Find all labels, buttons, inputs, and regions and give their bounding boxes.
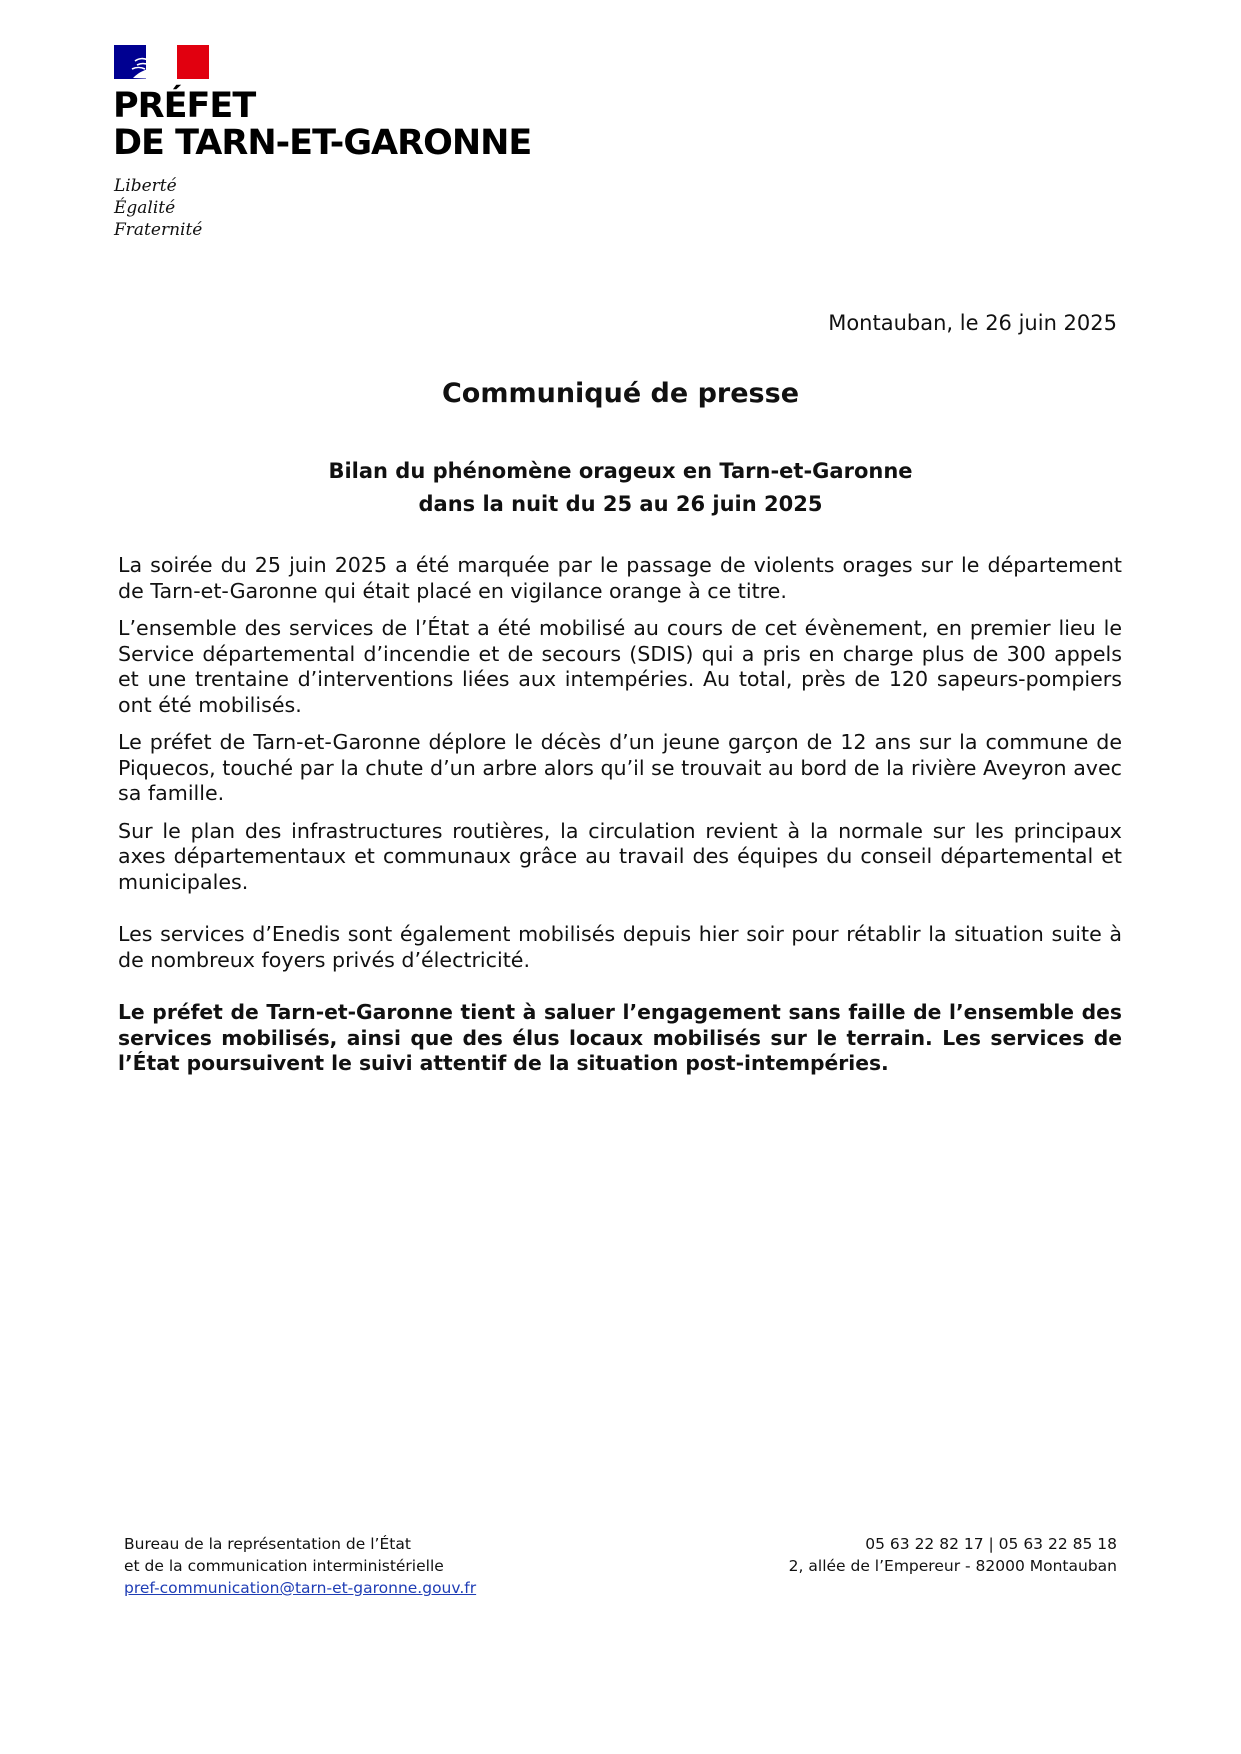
marianne-flag-logo [114, 45, 209, 79]
motto-egalite: Égalité [114, 198, 176, 218]
footer-contact-address [789, 1533, 1117, 1577]
motto-liberte: Liberté [114, 176, 177, 196]
document-title: Communiqué de presse [441, 378, 800, 409]
footer-contact-office [124, 1533, 476, 1599]
footer-office-line2: et de la communication interministérielle [124, 1557, 444, 1575]
paragraph: La soirée du 25 juin 2025 a été marquée par le passage de violents orages sur le département de Tarn-et-Garonne qui était placé en vigilance orange à ce titre. [118, 553, 1122, 603]
paragraph: Le préfet de Tarn-et-Garonne déplore le décès d’un jeune garçon de 12 ans sur la commune de Piquecos, touché par la chute d’un arbre alors qu’il se trouvait au bord de la rivière Aveyron avec sa famille. [118, 730, 1122, 805]
prefecture-title-line1: PRÉFET [113, 86, 256, 126]
prefecture-title-line2: DE TARN-ET-GARONNE [113, 123, 532, 163]
document-subtitle [0, 455, 1241, 521]
paragraph: Sur le plan des infrastructures routières, la circulation revient à la normale sur les principaux axes départementaux et communaux grâce au travail des équipes du conseil départemental et municipales. [118, 818, 1122, 894]
footer-office-line1: Bureau de la représentation de l’État [124, 1535, 411, 1553]
footer-address: 2, allée de l’Empereur - 82000 Montauban [788, 1557, 1117, 1575]
prefecture-title [113, 88, 531, 162]
subtitle-line1: Bilan du phénomène orageux en Tarn-et-Garonne [328, 459, 913, 483]
press-release-body [118, 553, 1122, 1089]
paragraph: Les services d’Enedis sont également mobilisés depuis hier soir pour rétablir la situation suite à de nombreux foyers privés d’électricité. [118, 922, 1122, 972]
republic-motto [114, 175, 202, 241]
closing-statement: Le préfet de Tarn-et-Garonne tient à saluer l’engagement sans faille de l’ensemble des services mobilisés, ainsi que des élus locaux mobilisés sur le terrain. Les services de l’État poursuivent le suivi attentif de la situation post-intempéries. [118, 1000, 1122, 1075]
motto-fraternite: Fraternité [114, 220, 203, 240]
footer-phones: 05 63 22 82 17 | 05 63 22 85 18 [865, 1535, 1117, 1553]
date-line: Montauban, le 26 juin 2025 [828, 311, 1117, 335]
footer-email-link[interactable]: pref-communication@tarn-et-garonne.gouv.fr [124, 1579, 477, 1597]
paragraph: L’ensemble des services de l’État a été mobilisé au cours de cet évènement, en premier lieu le Service départemental d’incendie et de secours (SDIS) qui a pris en charge plus de 300 appels et une trentaine d’interventions liées aux intempéries. Au total, près de 120 sapeurs-pompiers ont été mobilisés. [118, 616, 1122, 717]
subtitle-line2: dans la nuit du 25 au 26 juin 2025 [418, 492, 823, 516]
